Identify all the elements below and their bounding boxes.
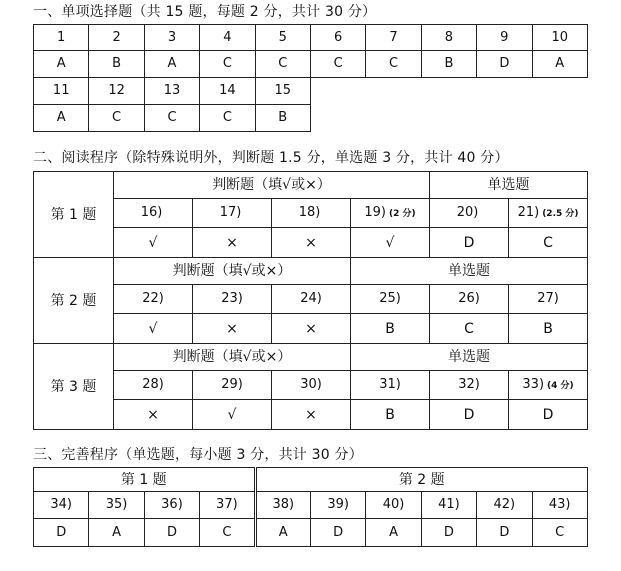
question-number: 1 xyxy=(34,25,89,51)
question-number: 20) xyxy=(430,199,509,228)
s1-row1-numbers xyxy=(34,25,588,51)
question-number: 28) xyxy=(114,371,193,400)
question-number: 33) (4 分) xyxy=(509,371,588,400)
answer-cell: A xyxy=(366,519,421,547)
group1-header: 第 1 题 xyxy=(34,468,256,492)
answer-cell: C xyxy=(200,519,255,547)
s1-row1-answers xyxy=(34,51,588,78)
question-number: 31) xyxy=(351,371,430,400)
g1-answer-row xyxy=(34,228,588,258)
question-number: 7 xyxy=(366,25,421,51)
answer-cell: B xyxy=(421,51,476,78)
blank-area xyxy=(310,78,587,105)
g3-header-row xyxy=(34,344,588,371)
question-number: 40) xyxy=(366,492,421,519)
s3-number-row xyxy=(34,492,588,519)
answer-cell: × xyxy=(193,228,272,258)
answer-cell: D xyxy=(34,519,89,547)
g1-number-row xyxy=(34,199,588,228)
answer-cell: √ xyxy=(114,314,193,344)
group-label: 第 1 题 xyxy=(34,172,114,258)
judge-header: 判断题（填√或×） xyxy=(114,344,351,371)
question-number: 11 xyxy=(34,78,89,105)
question-number: 16) xyxy=(114,199,193,228)
answer-cell: A xyxy=(144,51,199,78)
answer-cell: C xyxy=(144,105,199,132)
answer-cell: √ xyxy=(193,400,272,430)
question-number: 17) xyxy=(193,199,272,228)
answer-cell: C xyxy=(200,105,255,132)
question-number: 14 xyxy=(200,78,255,105)
group-label: 第 2 题 xyxy=(34,258,114,344)
judge-header: 判断题（填√或×） xyxy=(114,258,351,285)
blank-area xyxy=(310,105,587,132)
g2-header-row xyxy=(34,258,588,285)
answer-cell: × xyxy=(272,314,351,344)
question-number: 8 xyxy=(421,25,476,51)
answer-cell: D xyxy=(430,228,509,258)
question-number: 35) xyxy=(89,492,144,519)
question-number: 18) xyxy=(272,199,351,228)
question-number: 23) xyxy=(193,285,272,314)
question-number: 42) xyxy=(477,492,532,519)
section3-title: 三、完善程序（单选题，每小题 3 分，共计 30 分） xyxy=(33,447,363,463)
s3-answer-row xyxy=(34,519,588,547)
answer-cell: A xyxy=(34,105,89,132)
answer-cell: D xyxy=(509,400,588,430)
question-number: 4 xyxy=(200,25,255,51)
answer-cell: C xyxy=(89,105,144,132)
question-number: 22) xyxy=(114,285,193,314)
answer-cell: D xyxy=(310,519,365,547)
g2-answer-row xyxy=(34,314,588,344)
answer-cell: A xyxy=(34,51,89,78)
answer-cell: B xyxy=(351,314,430,344)
s1-row2-answers xyxy=(34,105,588,132)
answer-cell: D xyxy=(477,51,532,78)
question-number: 5 xyxy=(255,25,310,51)
question-number: 37) xyxy=(200,492,255,519)
section1-answer-table xyxy=(33,24,588,132)
question-number: 34) xyxy=(34,492,89,519)
answer-cell: C xyxy=(509,228,588,258)
g2-number-row xyxy=(34,285,588,314)
answer-cell: C xyxy=(310,51,365,78)
score-note: (2 分) xyxy=(389,208,416,219)
judge-header: 判断题（填√或×） xyxy=(114,172,430,199)
question-number: 10 xyxy=(532,25,587,51)
answer-cell: D xyxy=(144,519,199,547)
question-number: 39) xyxy=(310,492,365,519)
question-number: 41) xyxy=(421,492,476,519)
answer-cell: D xyxy=(430,400,509,430)
score-note: (2.5 分) xyxy=(542,208,579,219)
group-label: 第 3 题 xyxy=(34,344,114,430)
answer-cell: × xyxy=(272,228,351,258)
g3-number-row xyxy=(34,371,588,400)
g1-header-row xyxy=(34,172,588,199)
section2-title: 二、阅读程序（除特殊说明外，判断题 1.5 分，单选题 3 分，共计 40 分） xyxy=(33,150,509,166)
section3-answer-table xyxy=(33,467,588,547)
question-number: 43) xyxy=(532,492,587,519)
answer-cell: C xyxy=(366,51,421,78)
answer-cell: B xyxy=(255,105,310,132)
answer-cell: C xyxy=(532,519,587,547)
answer-cell: × xyxy=(272,400,351,430)
answer-cell: C xyxy=(255,51,310,78)
answer-cell: √ xyxy=(351,228,430,258)
question-number: 12 xyxy=(89,78,144,105)
question-number: 15 xyxy=(255,78,310,105)
question-number: 29) xyxy=(193,371,272,400)
question-number: 36) xyxy=(144,492,199,519)
choice-header: 单选题 xyxy=(351,344,588,371)
g3-answer-row xyxy=(34,400,588,430)
answer-cell: C xyxy=(430,314,509,344)
answer-cell: √ xyxy=(114,228,193,258)
question-number: 19) (2 分) xyxy=(351,199,430,228)
answer-cell: D xyxy=(421,519,476,547)
question-number: 6 xyxy=(310,25,365,51)
question-number: 30) xyxy=(272,371,351,400)
s1-row2-numbers xyxy=(34,78,588,105)
group2-header: 第 2 题 xyxy=(255,468,587,492)
section2-answer-table xyxy=(33,171,588,430)
answer-cell: × xyxy=(114,400,193,430)
answer-cell: A xyxy=(89,519,144,547)
question-number: 2 xyxy=(89,25,144,51)
question-number: 3 xyxy=(144,25,199,51)
answer-cell: A xyxy=(255,519,310,547)
choice-header: 单选题 xyxy=(351,258,588,285)
s3-group-header-row xyxy=(34,468,588,492)
answer-cell: B xyxy=(351,400,430,430)
question-number: 38) xyxy=(255,492,310,519)
score-note: (4 分) xyxy=(547,380,574,391)
question-number: 21) (2.5 分) xyxy=(509,199,588,228)
question-number: 27) xyxy=(509,285,588,314)
section1-title: 一、单项选择题（共 15 题，每题 2 分，共计 30 分） xyxy=(33,4,377,20)
question-number: 32) xyxy=(430,371,509,400)
question-number: 9 xyxy=(477,25,532,51)
answer-cell: B xyxy=(89,51,144,78)
question-number: 25) xyxy=(351,285,430,314)
answer-cell: × xyxy=(193,314,272,344)
answer-cell: D xyxy=(477,519,532,547)
answer-cell: A xyxy=(532,51,587,78)
choice-header: 单选题 xyxy=(430,172,588,199)
answer-cell: B xyxy=(509,314,588,344)
question-number: 13 xyxy=(144,78,199,105)
question-number: 24) xyxy=(272,285,351,314)
answer-cell: C xyxy=(200,51,255,78)
question-number: 26) xyxy=(430,285,509,314)
